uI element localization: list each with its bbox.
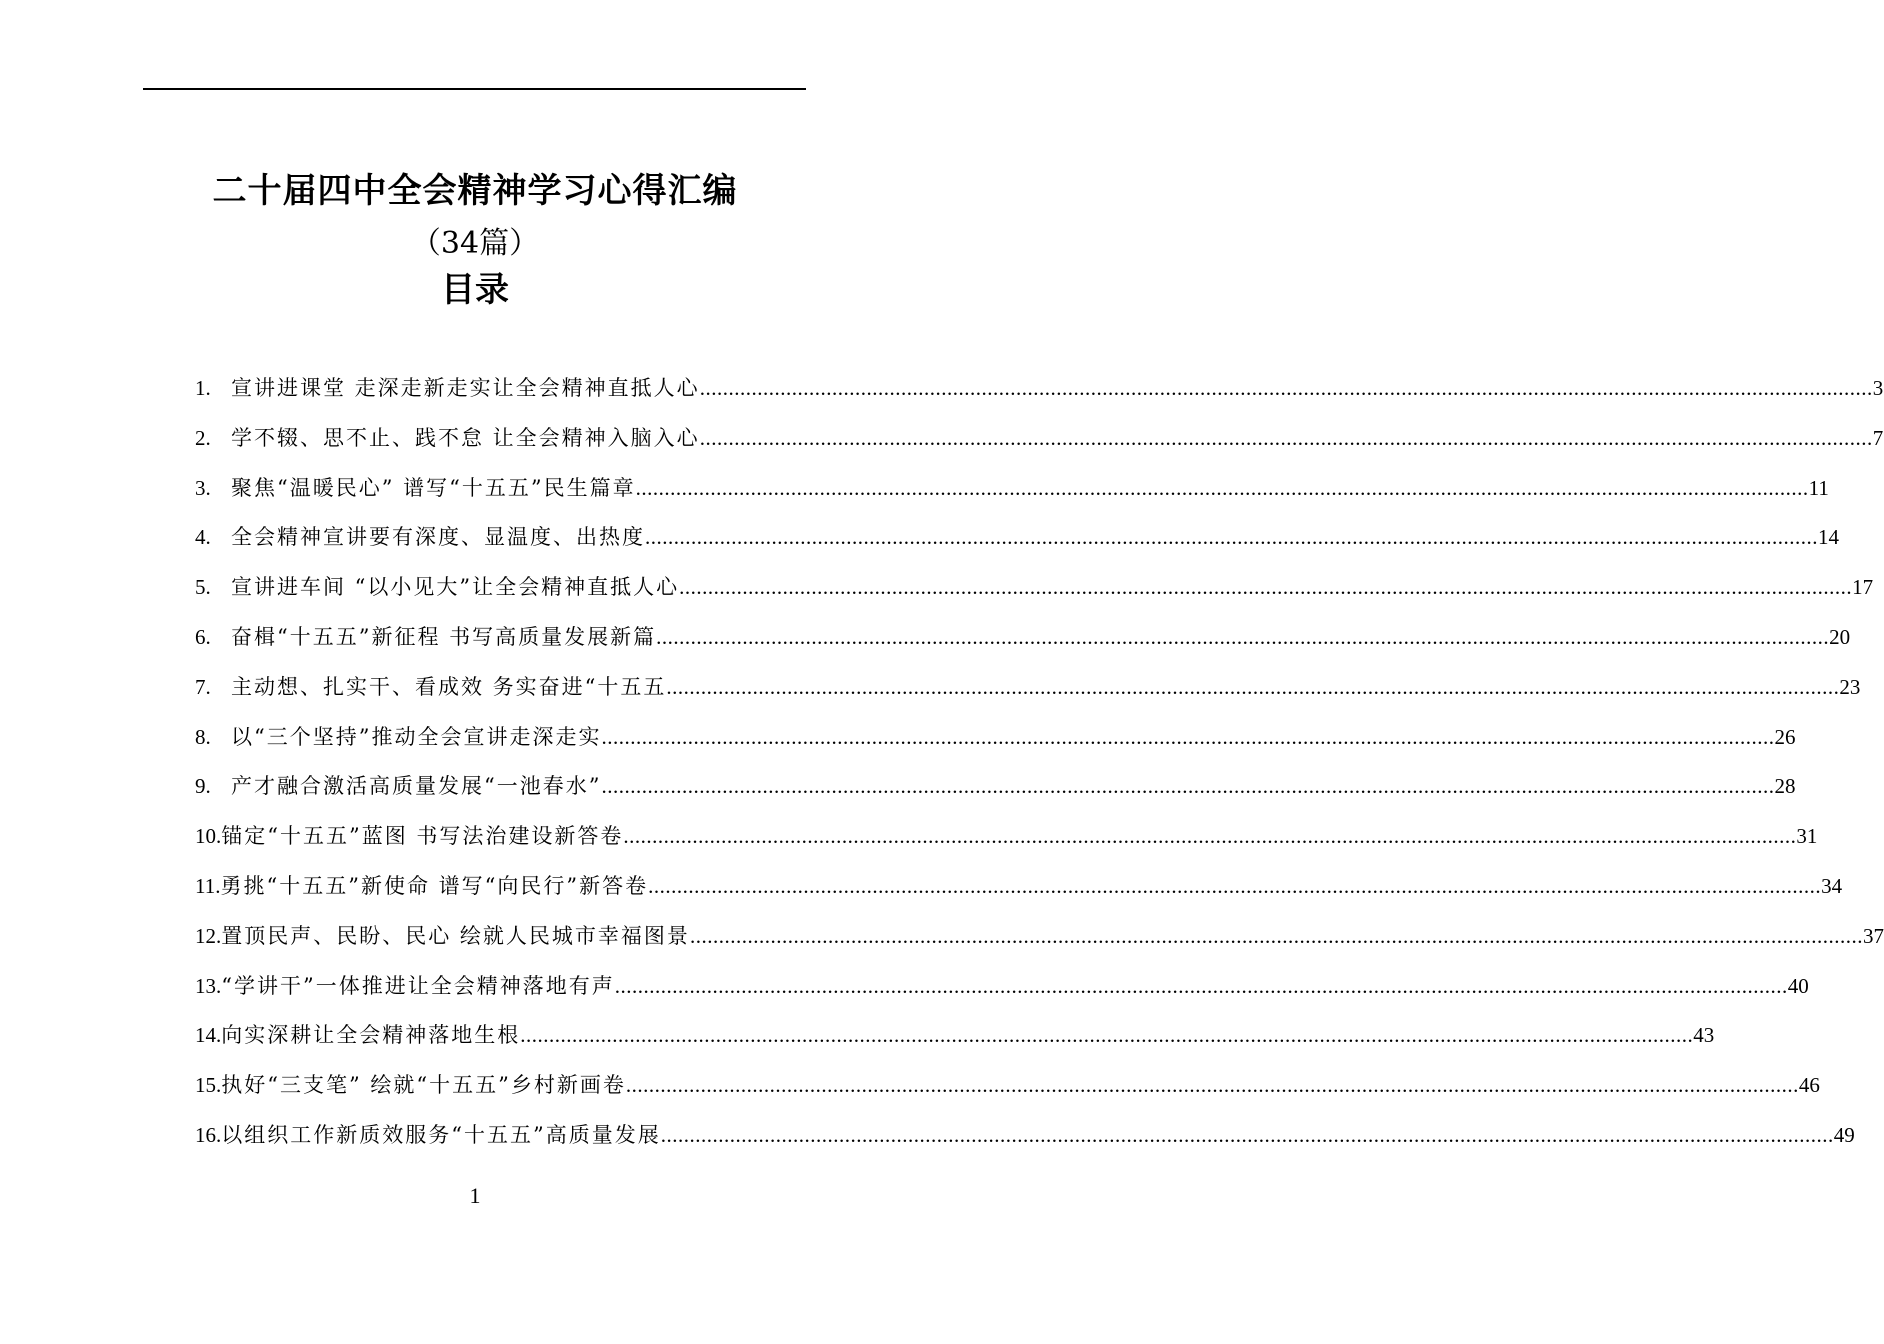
toc-entry-leader [645,525,1818,550]
toc-entry-title: 宣讲进车间 “以小见大”让全会精神直抵人心 [231,575,680,600]
toc-entry-page: 3 [1872,376,1884,400]
toc-entry-leader [615,974,1788,999]
toc-entry-number: 12. [195,923,222,948]
document-count: （34篇） [410,226,540,261]
toc-entry-number: 11. [195,873,221,898]
toc-entry-leader [679,575,1852,600]
toc-entry-page: 26 [1774,724,1796,749]
toc-entry[interactable] [195,671,1861,721]
toc-entry-leader [623,824,1796,849]
toc-entry-number: 1. [195,376,211,400]
toc-entry-title: 以“三个坚持”推动全会宣讲走深走实 [231,724,602,749]
toc-entry-leader [700,426,1873,451]
toc-entry-title: 主动想、扎实干、看成效 务实奋进“十五五 [231,674,667,699]
toc-heading: 目录 [441,270,509,310]
toc-entry-page: 17 [1852,575,1874,600]
toc-entry-page: 49 [1833,1122,1855,1147]
toc-entry[interactable] [195,422,1884,472]
toc-entry[interactable] [195,721,1796,771]
toc-entry-leader [700,376,1873,401]
toc-entry[interactable] [195,571,1874,621]
toc-entry-page: 14 [1818,525,1839,550]
toc-entry[interactable] [195,820,1818,870]
toc-entry-leader [666,675,1839,700]
toc-entry-page: 11 [1808,475,1829,500]
toc-entry-page: 31 [1796,824,1818,849]
page-number: 1 [469,1183,481,1208]
toc-entry[interactable] [195,920,1884,970]
toc-entry-title: “学讲干”一体推进让全会精神落地有声 [221,973,615,998]
toc-entry-page: 46 [1798,1073,1820,1098]
toc-entry[interactable] [195,1119,1855,1169]
toc-entry-page: 28 [1774,774,1796,799]
document-title: 二十届四中全会精神学习心得汇编 [212,171,738,211]
toc-entry-number: 10. [195,824,222,849]
toc-entry-title: 置顶民声、民盼、民心 绘就人民城市幸福图景 [221,923,690,948]
toc-entry[interactable] [195,621,1851,671]
toc-entry-number: 6. [195,624,211,649]
toc-entry-leader [520,1023,1693,1048]
toc-entry-number: 16. [195,1122,222,1147]
toc-entry-title: 勇挑“十五五”新使命 谱写“向民行”新答卷 [220,873,649,898]
toc-entry-leader [648,874,1821,899]
toc-entry-page: 7 [1872,425,1884,450]
toc-entry-number: 14. [195,1023,222,1048]
toc-entry-title: 锚定“十五五”蓝图 书写法治建设新答卷 [221,824,624,849]
toc-entry-title: 学不辍、思不止、践不怠 让全会精神入脑入心 [231,425,700,450]
toc-entry-title: 宣讲进课堂 走深走新走实让全会精神直抵人心 [231,376,700,400]
toc-entry[interactable] [195,372,1884,422]
toc-entry-leader [601,725,1774,750]
toc-entry[interactable] [195,472,1829,522]
toc-entry-title: 奋楫“十五五”新征程 书写高质量发展新篇 [231,624,657,649]
toc-entry-page: 37 [1862,923,1884,948]
toc-entry-number: 8. [195,724,211,749]
toc-entry-page: 20 [1829,624,1851,649]
toc-entry-page: 43 [1693,1023,1715,1048]
toc-entry-number: 13. [195,973,222,998]
toc-entry-title: 聚焦“温暖民心” 谱写“十五五”民生篇章 [231,475,636,500]
toc-entry[interactable] [195,770,1796,820]
toc-entry-number: 3. [195,475,211,500]
toc-entry[interactable] [195,870,1843,920]
toc-entry-leader [690,924,1863,949]
toc-entry-leader [626,1073,1799,1098]
toc-entry-leader [601,774,1774,799]
toc-entry-number: 5. [195,575,211,600]
toc-entry[interactable] [195,1019,1715,1069]
toc-entry-title: 以组织工作新质效服务“十五五”高质量发展 [221,1122,661,1147]
toc-entry[interactable] [195,1069,1820,1119]
header-rule [143,88,806,90]
toc-entry-leader [656,625,1829,650]
toc-entry-page: 34 [1821,873,1843,898]
toc-entry-title: 产才融合激活高质量发展“一池春水” [231,774,602,799]
toc-entry-page: 23 [1839,674,1861,699]
toc-entry-number: 9. [195,774,211,799]
toc-entry-number: 4. [195,525,211,550]
toc-entry-page: 40 [1787,973,1809,998]
toc-entry-number: 2. [195,425,211,450]
toc-entry-number: 15. [195,1073,222,1098]
toc-entry[interactable] [195,521,1839,571]
toc-entry-number: 7. [195,674,211,699]
toc-entry-title: 执好“三支笔” 绘就“十五五”乡村新画卷 [221,1073,626,1098]
toc-entry-title: 向实深耕让全会精神落地生根 [221,1023,521,1048]
toc-entry-leader [636,476,1809,501]
toc-entry-title: 全会精神宣讲要有深度、显温度、出热度 [231,525,645,550]
toc-entry[interactable] [195,970,1809,1020]
table-of-contents [195,372,1884,1169]
toc-entry-leader [661,1123,1834,1148]
